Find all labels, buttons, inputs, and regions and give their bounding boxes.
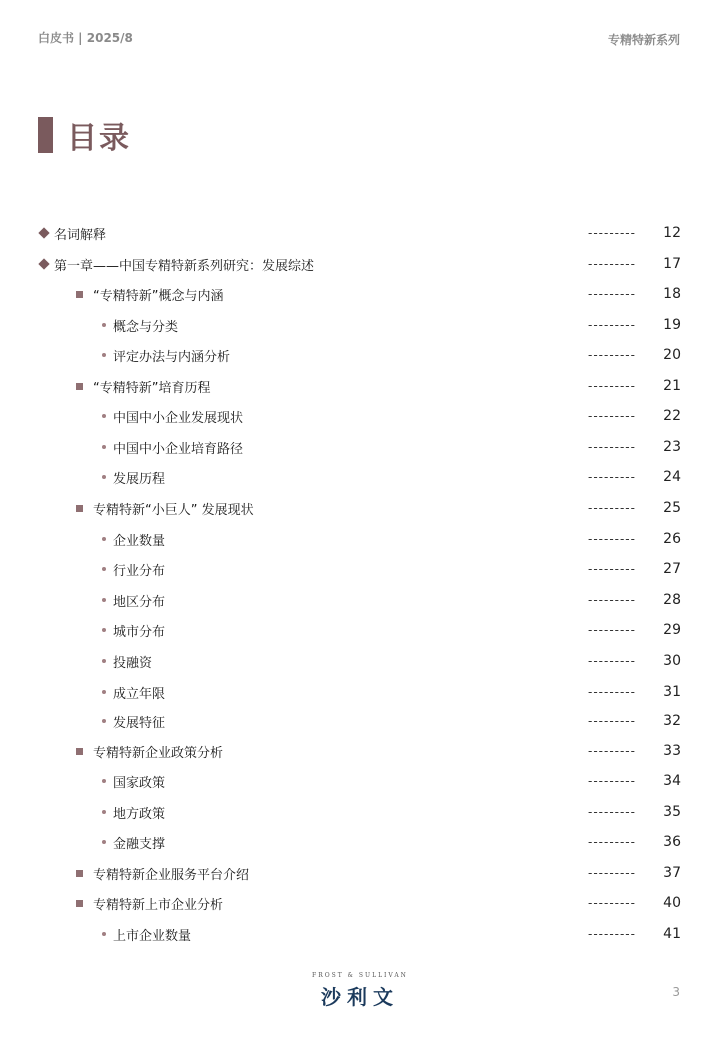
toc-page-number: 35: [663, 804, 681, 820]
square-bullet-icon: [74, 898, 84, 908]
dot-bullet-icon: [100, 473, 108, 481]
toc-entry[interactable]: [0, 554, 720, 584]
toc-entry[interactable]: [0, 340, 720, 370]
toc-entry-label: 专精特新企业服务平台介绍: [93, 867, 250, 883]
toc-entry-label: 企业数量: [113, 533, 166, 549]
toc-entry[interactable]: [0, 249, 720, 279]
dot-bullet-icon: [100, 351, 108, 359]
toc-entry-label: 国家政策: [113, 775, 166, 791]
dot-bullet-icon: [100, 688, 108, 696]
toc-page-number: 41: [663, 926, 681, 942]
toc-entry[interactable]: [0, 218, 720, 248]
dot-bullet-icon: [100, 412, 108, 420]
toc-entry[interactable]: [0, 401, 720, 431]
toc-entry-label: 专精特新企业政策分析: [93, 745, 224, 761]
dot-bullet-icon: [100, 838, 108, 846]
toc-entry-label: 中国中小企业发展现状: [113, 410, 244, 426]
toc-entry[interactable]: [0, 462, 720, 492]
toc-entry[interactable]: [0, 706, 720, 736]
toc-entry-label: 第一章——中国专精特新系列研究：发展综述: [54, 258, 315, 274]
toc-leader-dashes: ---------: [588, 257, 636, 271]
toc-page-number: 21: [663, 378, 681, 394]
dot-bullet-icon: [100, 657, 108, 665]
dot-bullet-icon: [100, 535, 108, 543]
toc-page-number: 36: [663, 834, 681, 850]
toc-entry[interactable]: [0, 615, 720, 645]
toc-entry-label: “专精特新”培育历程: [93, 380, 211, 396]
square-bullet-icon: [74, 746, 84, 756]
toc-page-number: 29: [663, 622, 681, 638]
toc-page-number: 37: [663, 865, 681, 881]
toc-leader-dashes: ---------: [588, 318, 636, 332]
toc-page-number: 34: [663, 773, 681, 789]
page-number: 3: [672, 985, 680, 999]
toc-leader-dashes: ---------: [588, 226, 636, 240]
toc-leader-dashes: ---------: [588, 409, 636, 423]
toc-entry[interactable]: [0, 279, 720, 309]
toc-page-number: 30: [663, 653, 681, 669]
toc-entry-label: 评定办法与内涵分析: [113, 349, 231, 365]
toc-page-number: 27: [663, 561, 681, 577]
toc-page-number: 12: [663, 225, 681, 241]
toc-leader-dashes: ---------: [588, 835, 636, 849]
toc-entry-label: 中国中小企业培育路径: [113, 441, 244, 457]
dot-bullet-icon: [100, 596, 108, 604]
toc-entry-label: “专精特新”概念与内涵: [93, 288, 224, 304]
dot-bullet-icon: [100, 717, 108, 725]
toc-entry[interactable]: [0, 888, 720, 918]
toc-leader-dashes: ---------: [588, 685, 636, 699]
dot-bullet-icon: [100, 808, 108, 816]
toc-leader-dashes: ---------: [588, 440, 636, 454]
toc-leader-dashes: ---------: [588, 774, 636, 788]
toc-leader-dashes: ---------: [588, 654, 636, 668]
dot-bullet-icon: [100, 443, 108, 451]
company-logo: [300, 972, 420, 1010]
toc-entry-label: 发展特征: [113, 715, 166, 731]
logo-chinese-text: 沙利文: [321, 985, 399, 1009]
toc-entry[interactable]: [0, 766, 720, 796]
toc-entry[interactable]: [0, 919, 720, 949]
toc-entry-label: 地方政策: [113, 806, 166, 822]
toc-entry-label: 行业分布: [113, 563, 166, 579]
toc-entry-label: 成立年限: [113, 686, 166, 702]
header-series-name: 专精特新系列: [607, 33, 680, 47]
square-bullet-icon: [74, 289, 84, 299]
page-title-block: [38, 116, 131, 154]
toc-entry-label: 专精特新上市企业分析: [93, 897, 224, 913]
header-doc-info: 白皮书 | 2025/8: [38, 31, 133, 45]
dot-bullet-icon: [100, 930, 108, 938]
toc-page-number: 40: [663, 895, 681, 911]
toc-entry-label: 金融支撑: [113, 836, 166, 852]
logo-english-text: FROST & SULLIVAN: [312, 972, 408, 979]
diamond-bullet-icon: [38, 258, 50, 270]
toc-page-number: 22: [663, 408, 681, 424]
toc-page-number: 19: [663, 317, 681, 333]
toc-page-number: 33: [663, 743, 681, 759]
toc-leader-dashes: ---------: [588, 805, 636, 819]
dot-bullet-icon: [100, 321, 108, 329]
dot-bullet-icon: [100, 777, 108, 785]
toc-leader-dashes: ---------: [588, 927, 636, 941]
toc-entry-label: 地区分布: [113, 594, 166, 610]
toc-entry-label: 投融资: [113, 655, 153, 671]
toc-leader-dashes: ---------: [588, 623, 636, 637]
toc-page-number: 28: [663, 592, 681, 608]
dot-bullet-icon: [100, 626, 108, 634]
square-bullet-icon: [74, 868, 84, 878]
toc-leader-dashes: ---------: [588, 287, 636, 301]
toc-leader-dashes: ---------: [588, 501, 636, 515]
toc-leader-dashes: ---------: [588, 714, 636, 728]
toc-leader-dashes: ---------: [588, 593, 636, 607]
toc-entry[interactable]: [0, 858, 720, 888]
toc-leader-dashes: ---------: [588, 744, 636, 758]
toc-entry-label: 专精特新“小巨人” 发展现状: [93, 502, 254, 518]
toc-entry-label: 发展历程: [113, 471, 166, 487]
toc-entry[interactable]: [0, 585, 720, 615]
toc-leader-dashes: ---------: [588, 562, 636, 576]
toc-entry[interactable]: [0, 310, 720, 340]
toc-page-number: 31: [663, 684, 681, 700]
page-title: 目录: [67, 121, 131, 156]
toc-page-number: 32: [663, 713, 681, 729]
toc-entry-label: 城市分布: [113, 624, 166, 640]
toc-entry[interactable]: [0, 797, 720, 827]
toc-entry[interactable]: [0, 736, 720, 766]
toc-leader-dashes: ---------: [588, 866, 636, 880]
dot-bullet-icon: [100, 565, 108, 573]
toc-leader-dashes: ---------: [588, 896, 636, 910]
diamond-bullet-icon: [38, 227, 50, 239]
toc-leader-dashes: ---------: [588, 532, 636, 546]
toc-page-number: 24: [663, 469, 681, 485]
toc-entry[interactable]: [0, 493, 720, 523]
toc-entry[interactable]: [0, 432, 720, 462]
toc-page-number: 26: [663, 531, 681, 547]
toc-page-number: 23: [663, 439, 681, 455]
toc-entry-label: 上市企业数量: [113, 928, 192, 944]
toc-page-number: 17: [663, 256, 681, 272]
toc-page-number: 20: [663, 347, 681, 363]
toc-page-number: 25: [663, 500, 681, 516]
title-accent-bar: [38, 117, 53, 153]
toc-leader-dashes: ---------: [588, 348, 636, 362]
toc-leader-dashes: ---------: [588, 470, 636, 484]
toc-entry-label: 名词解释: [54, 227, 107, 243]
toc-entry[interactable]: [0, 371, 720, 401]
toc-entry-label: 概念与分类: [113, 319, 179, 335]
toc-entry[interactable]: [0, 677, 720, 707]
toc-entry[interactable]: [0, 827, 720, 857]
toc-leader-dashes: ---------: [588, 379, 636, 393]
square-bullet-icon: [74, 503, 84, 513]
toc-page-number: 18: [663, 286, 681, 302]
square-bullet-icon: [74, 381, 84, 391]
toc-entry[interactable]: [0, 646, 720, 676]
toc-entry[interactable]: [0, 524, 720, 554]
